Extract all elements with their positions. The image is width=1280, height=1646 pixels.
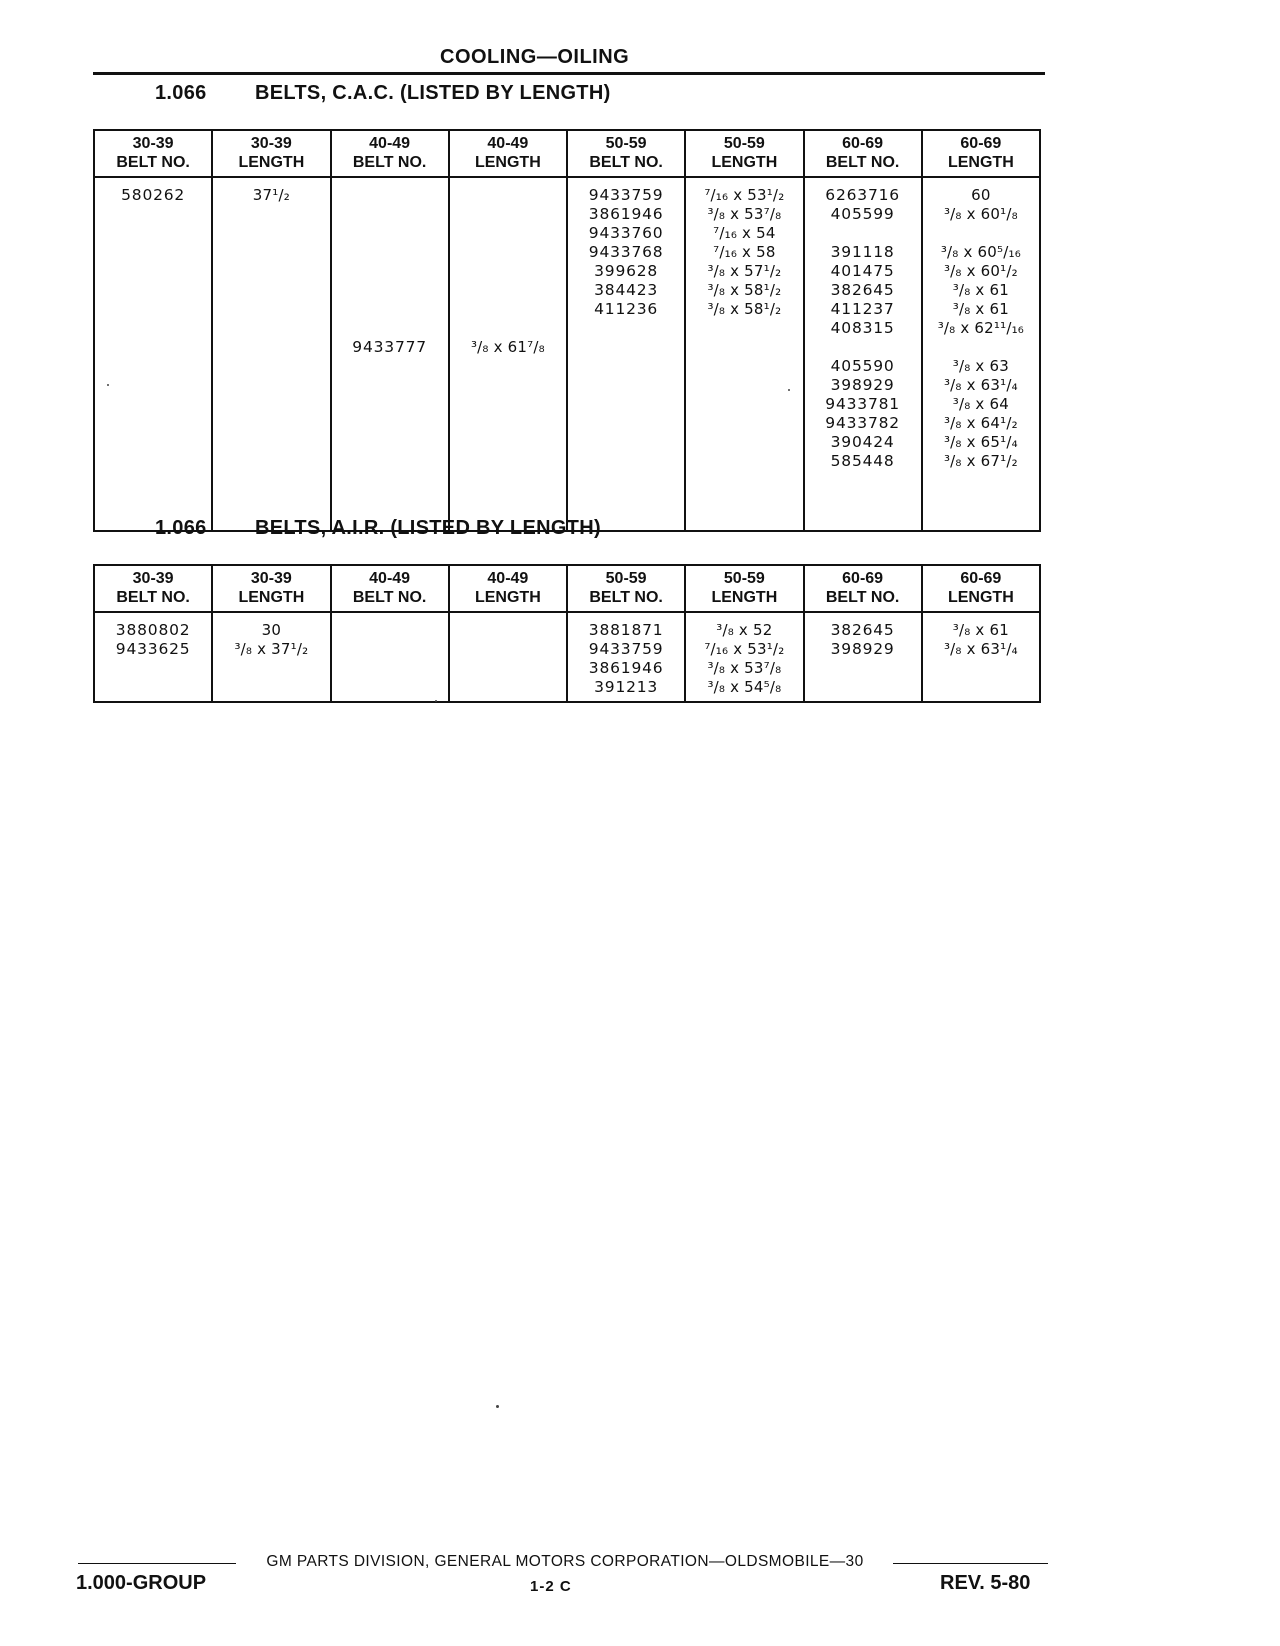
table-cell	[804, 612, 922, 702]
belt-length: ⁷/₁₆ x 58	[713, 243, 776, 261]
section-title-air	[155, 517, 601, 540]
belt-length	[454, 262, 562, 281]
column-header-label: LENGTH	[474, 154, 541, 171]
column-header	[212, 565, 330, 612]
belt-number	[336, 205, 444, 224]
section-heading: BELTS, C.A.C. (LISTED BY LENGTH)	[255, 82, 611, 104]
table-cell	[331, 612, 449, 702]
column-header-label: LENGTH	[947, 589, 1014, 606]
table-cell	[685, 177, 803, 531]
belt-length: ³/₈ x 58¹/₂	[707, 281, 782, 299]
column-header-label: LENGTH	[711, 589, 778, 606]
belt-number	[809, 338, 917, 357]
column-header-range: 50-59	[723, 135, 765, 152]
footer-group: 1.000-GROUP	[76, 1572, 207, 1594]
belt-number: 9433768	[588, 243, 664, 261]
belt-length	[454, 319, 562, 338]
belt-number	[809, 224, 917, 243]
belt-number: 384423	[594, 281, 659, 299]
belt-number	[336, 243, 444, 262]
section-heading: BELTS, A.I.R. (LISTED BY LENGTH)	[255, 517, 601, 539]
section-code: 1.066	[155, 517, 207, 539]
belt-length: ³/₈ x 53⁷/₈	[707, 205, 782, 223]
belt-length: ³/₈ x 64¹/₂	[943, 414, 1018, 432]
column-header-range: 40-49	[487, 570, 529, 587]
belt-number: 9433781	[825, 395, 900, 413]
section-code: 1.066	[155, 82, 207, 104]
column-header-label: BELT NO.	[589, 589, 663, 606]
belt-number: 411236	[594, 300, 659, 318]
column-header-label: BELT NO.	[116, 154, 190, 171]
belts-cac-table	[93, 129, 1041, 532]
belt-length	[454, 281, 562, 300]
belt-number	[336, 224, 444, 243]
belt-number: 382645	[830, 281, 895, 299]
scan-speck	[788, 389, 790, 391]
belt-number: 399628	[594, 262, 659, 280]
belt-number: 408315	[830, 319, 895, 337]
column-header-label: LENGTH	[238, 154, 305, 171]
column-header-label: BELT NO.	[116, 589, 190, 606]
column-header-range: 60-69	[842, 570, 884, 587]
column-header-range: 60-69	[842, 135, 884, 152]
belt-number: 3861946	[588, 205, 664, 223]
belt-length: ³/₈ x 61	[952, 281, 1009, 299]
table-cell	[922, 612, 1040, 702]
belt-length: ³/₈ x 60¹/₈	[943, 205, 1018, 223]
column-header-range: 30-39	[132, 135, 174, 152]
belt-length	[927, 224, 1035, 243]
column-header-label: LENGTH	[711, 154, 778, 171]
belt-length: ³/₈ x 57¹/₂	[707, 262, 782, 280]
table-cell	[212, 612, 330, 702]
belt-number: 580262	[121, 186, 186, 204]
belt-number: 9433759	[588, 640, 664, 658]
table-cell	[212, 177, 330, 531]
belt-number: 390424	[830, 433, 895, 451]
belt-number: 9433759	[588, 186, 664, 204]
belts-air-table	[93, 564, 1041, 703]
column-header-label: BELT NO.	[352, 589, 427, 606]
belt-length: ³/₈ x 60⁵/₁₆	[940, 243, 1021, 261]
column-header	[804, 130, 922, 177]
column-header-range: 40-49	[369, 570, 411, 587]
table-cell	[567, 612, 685, 702]
column-header	[567, 130, 685, 177]
belt-length: 30	[261, 621, 282, 639]
column-header	[212, 130, 330, 177]
table-header-row	[94, 130, 1040, 177]
belt-length: ³/₈ x 61	[952, 621, 1009, 639]
belt-length: ³/₈ x 61⁷/₈	[470, 338, 545, 356]
belt-number	[336, 319, 444, 338]
table-cell	[94, 612, 212, 702]
footer-rule-right	[893, 1563, 1048, 1564]
belt-number: 3861946	[588, 659, 664, 677]
belt-length	[454, 224, 562, 243]
column-header-range: 30-39	[250, 135, 292, 152]
column-header	[449, 565, 567, 612]
column-header-range: 60-69	[960, 570, 1002, 587]
table-cell	[567, 177, 685, 531]
table-cell	[449, 177, 567, 531]
belt-number: 9433777	[352, 338, 427, 356]
footer-page-number: 1-2 C	[530, 1578, 572, 1595]
belt-length: 37¹/₂	[252, 186, 290, 204]
footer-revision: REV. 5-80	[940, 1572, 1031, 1594]
belt-number: 405599	[830, 205, 895, 223]
table-cell	[94, 177, 212, 531]
column-header-range: 50-59	[605, 570, 647, 587]
column-header-range: 40-49	[369, 135, 411, 152]
belt-number	[336, 262, 444, 281]
column-header-range: 50-59	[723, 570, 765, 587]
column-header-range: 50-59	[605, 135, 647, 152]
page-header: COOLING—OILING	[440, 46, 630, 68]
footer-rule-left	[78, 1563, 236, 1564]
belt-length: ³/₈ x 54⁵/₈	[707, 678, 782, 696]
belt-length: ³/₈ x 67¹/₂	[943, 452, 1018, 470]
belt-number: 9433782	[825, 414, 900, 432]
table-row	[94, 612, 1040, 702]
column-header	[804, 565, 922, 612]
belt-number: 6263716	[825, 186, 900, 204]
belt-number	[336, 300, 444, 319]
belt-number	[336, 186, 444, 205]
belt-number: 391213	[594, 678, 659, 696]
column-header	[94, 565, 212, 612]
table-row	[94, 177, 1040, 531]
belt-length: ³/₈ x 37¹/₂	[234, 640, 309, 658]
belt-length: ³/₈ x 52	[716, 621, 773, 639]
belt-length: ³/₈ x 58¹/₂	[707, 300, 782, 318]
belt-length: ³/₈ x 61	[952, 300, 1009, 318]
belt-length: ³/₈ x 65¹/₄	[943, 433, 1018, 451]
column-header	[922, 565, 1040, 612]
belt-length: ⁷/₁₆ x 53¹/₂	[704, 186, 785, 204]
belt-number: 401475	[830, 262, 895, 280]
belt-length	[454, 186, 562, 205]
table-cell	[331, 177, 449, 531]
table-cell	[804, 177, 922, 531]
column-header	[449, 130, 567, 177]
table-cell	[922, 177, 1040, 531]
header-rule	[93, 72, 1045, 75]
belt-number: 391118	[830, 243, 895, 261]
belt-number: 382645	[830, 621, 895, 639]
column-header	[94, 130, 212, 177]
belt-length: ⁷/₁₆ x 53¹/₂	[704, 640, 785, 658]
belt-length: ³/₈ x 62¹¹/₁₆	[937, 319, 1025, 337]
belt-length	[454, 205, 562, 224]
belt-length: ³/₈ x 60¹/₂	[943, 262, 1018, 280]
belt-number: 9433625	[115, 640, 191, 658]
belt-length: 60	[971, 186, 991, 204]
column-header-label: LENGTH	[238, 589, 305, 606]
belt-number: 585448	[830, 452, 895, 470]
belt-number: 405590	[830, 357, 895, 375]
belt-number: 3881871	[588, 621, 664, 639]
section-title-cac	[155, 82, 611, 105]
belt-number	[336, 281, 444, 300]
column-header-label: LENGTH	[947, 154, 1014, 171]
belt-number: 398929	[830, 640, 895, 658]
belt-number: 3880802	[115, 621, 191, 639]
column-header-label: BELT NO.	[825, 154, 900, 171]
table-cell	[685, 612, 803, 702]
scan-speck	[496, 1405, 499, 1408]
scan-speck	[107, 384, 109, 386]
table-header-row	[94, 565, 1040, 612]
column-header-label: BELT NO.	[352, 154, 427, 171]
column-header	[331, 130, 449, 177]
column-header	[567, 565, 685, 612]
belt-number: 411237	[830, 300, 895, 318]
belt-length: ³/₈ x 63¹/₄	[943, 376, 1018, 394]
column-header	[685, 130, 803, 177]
belt-number: 398929	[830, 376, 895, 394]
column-header-range: 30-39	[250, 570, 292, 587]
belt-length	[454, 243, 562, 262]
column-header-range: 60-69	[960, 135, 1002, 152]
footer-corporation: GM PARTS DIVISION, GENERAL MOTORS CORPORATION—OLDSMOBILE—30	[266, 1553, 864, 1570]
belt-number: 9433760	[588, 224, 664, 242]
column-header-label: BELT NO.	[589, 154, 663, 171]
belt-length: ³/₈ x 63¹/₄	[943, 640, 1018, 658]
column-header-label: BELT NO.	[825, 589, 900, 606]
column-header-range: 30-39	[132, 570, 174, 587]
column-header	[922, 130, 1040, 177]
scan-speck	[435, 700, 437, 702]
column-header	[685, 565, 803, 612]
belt-length: ³/₈ x 53⁷/₈	[707, 659, 782, 677]
column-header	[331, 565, 449, 612]
belt-length: ³/₈ x 63	[952, 357, 1009, 375]
belt-length: ³/₈ x 64	[952, 395, 1009, 413]
belt-length	[454, 300, 562, 319]
column-header-range: 40-49	[487, 135, 529, 152]
column-header-label: LENGTH	[474, 589, 541, 606]
belt-length	[927, 338, 1035, 357]
table-cell	[449, 612, 567, 702]
belt-length: ⁷/₁₆ x 54	[713, 224, 776, 242]
